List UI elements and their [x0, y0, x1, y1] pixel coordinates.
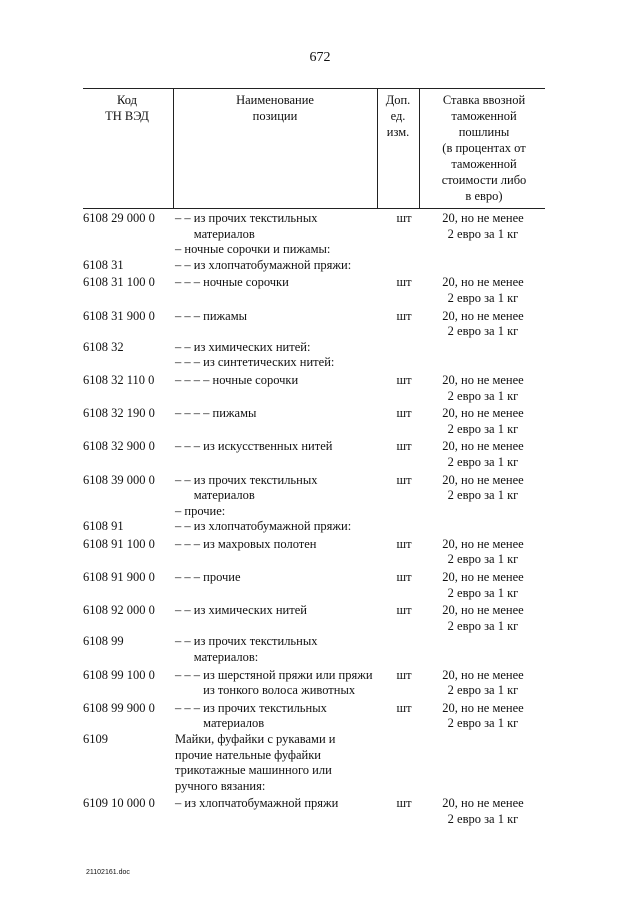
table-row: [83, 634, 545, 665]
row-code: 6108 91 900 0: [83, 570, 155, 585]
row-name-line: – – – прочие: [175, 570, 241, 585]
row-name: [173, 211, 387, 242]
row-name-line: прочие нательные фуфайки: [175, 747, 321, 762]
row-name: [173, 340, 387, 356]
row-name-line: – – из химических нитей: [175, 603, 307, 618]
row-rate: [421, 603, 545, 634]
row-rate-line: 2 евро за 1 кг: [447, 290, 519, 305]
row-rate: [421, 504, 545, 520]
row-name-line: материалов: [175, 226, 255, 241]
row-code: 6108 99 900 0: [83, 700, 155, 715]
row-name: [173, 258, 387, 274]
row-rate-line: 20, но не менее: [442, 536, 524, 551]
row-unit: шт: [396, 308, 412, 323]
page-number: 672: [309, 50, 331, 65]
tariff-table: [83, 88, 545, 828]
row-rate-line: 20, но не менее: [442, 372, 524, 387]
column-divider: [173, 89, 174, 208]
table-row: [83, 570, 545, 601]
row-name-line: – ночные сорочки и пижамы:: [175, 242, 331, 257]
row-name: [173, 242, 387, 258]
row-rate-line: 20, но не менее: [442, 700, 524, 715]
table-row: [83, 309, 545, 340]
row-name: [173, 504, 387, 520]
row-unit: шт: [396, 570, 412, 585]
row-rate: [421, 211, 545, 242]
row-name: [173, 796, 387, 827]
row-name: [173, 537, 387, 568]
row-name-line: – – – – пижамы: [175, 406, 257, 421]
row-rate: [421, 340, 545, 356]
row-name: [173, 439, 387, 470]
row-rate-line: 20, но не менее: [442, 570, 524, 585]
row-code: 6108 92 000 0: [83, 603, 155, 618]
row-rate-line: 2 евро за 1 кг: [447, 618, 519, 633]
row-rate: [421, 309, 545, 340]
row-rate: [421, 796, 545, 827]
row-code: 6108 99 100 0: [83, 667, 155, 682]
row-unit: [387, 519, 421, 535]
row-rate: [421, 473, 545, 504]
row-name: [173, 701, 387, 732]
row-code: 6108 99: [83, 634, 124, 649]
table-row: [83, 701, 545, 732]
row-rate-line: 2 евро за 1 кг: [447, 454, 519, 469]
row-name-line: трикотажные машинного или: [175, 763, 332, 778]
table-row: [83, 406, 545, 437]
row-name: [173, 732, 387, 794]
row-unit: шт: [396, 472, 412, 487]
table-row: [83, 668, 545, 699]
row-name-line: – – – из искусственных нитей: [175, 439, 333, 454]
row-name: [173, 603, 387, 634]
row-unit: [387, 242, 421, 258]
row-code: [83, 242, 173, 258]
row-code: 6108 31: [83, 257, 124, 272]
row-name-line: – – из хлопчатобумажной пряжи:: [175, 519, 352, 534]
row-code: 6108 31 100 0: [83, 275, 155, 290]
row-rate-line: 20, но не менее: [442, 406, 524, 421]
row-rate-line: 20, но не менее: [442, 667, 524, 682]
row-rate-line: 20, но не менее: [442, 603, 524, 618]
row-unit: шт: [396, 536, 412, 551]
row-name-line: Майки, фуфайки с рукавами и: [175, 732, 336, 746]
row-rate-line: 20, но не менее: [442, 439, 524, 454]
row-code: 6108 39 000 0: [83, 472, 155, 487]
column-divider: [419, 89, 420, 208]
table-row: [83, 340, 545, 356]
row-rate-line: 20, но не менее: [442, 275, 524, 290]
row-code: 6108 32 190 0: [83, 406, 155, 421]
row-code: 6109 10 000 0: [83, 796, 155, 811]
table-row: [83, 258, 545, 274]
row-rate: [421, 701, 545, 732]
row-rate: [421, 406, 545, 437]
row-unit: шт: [396, 603, 412, 618]
row-unit: шт: [396, 211, 412, 225]
row-name-line: – – из химических нитей:: [175, 339, 311, 354]
row-code: 6108 91 100 0: [83, 536, 155, 551]
row-rate: [421, 732, 545, 794]
row-name-line: – – из прочих текстильных: [175, 472, 318, 487]
row-rate-line: 2 евро за 1 кг: [447, 683, 519, 698]
row-name-line: – – из прочих текстильных: [175, 634, 318, 649]
row-name: [173, 519, 387, 535]
row-code: 6108 32: [83, 339, 124, 354]
row-rate-line: 2 евро за 1 кг: [447, 324, 519, 339]
row-code: 6109: [83, 732, 108, 746]
row-name-line: – – – из шерстяной пряжи или пряжи: [175, 667, 373, 682]
row-name-line: ручного вязания:: [175, 778, 266, 793]
row-name-line: – – – ночные сорочки: [175, 275, 289, 290]
row-unit: шт: [396, 796, 412, 811]
document-filename: 21102161.doc: [86, 869, 130, 876]
row-rate-line: 20, но не менее: [442, 308, 524, 323]
row-name-line: из тонкого волоса животных: [175, 683, 356, 698]
header-code: Код ТН ВЭД: [105, 93, 149, 123]
header-name: Наименование позиции: [236, 93, 314, 123]
header-rate: Ставка ввозной таможенной пошлины (в процентах от таможенной стоимости либо в евро): [441, 93, 527, 203]
table-row: [83, 519, 545, 535]
row-unit: шт: [396, 700, 412, 715]
row-rate: [421, 258, 545, 274]
row-name: [173, 275, 387, 306]
row-rate-line: 20, но не менее: [442, 472, 524, 487]
row-code: 6108 32 900 0: [83, 439, 155, 454]
row-code: 6108 29 000 0: [83, 211, 155, 225]
row-name-line: – – – из синтетических нитей:: [175, 355, 335, 370]
row-rate-line: 2 евро за 1 кг: [447, 226, 519, 241]
row-name-line: – – – – ночные сорочки: [175, 372, 299, 387]
row-unit: шт: [396, 406, 412, 421]
row-rate-line: 20, но не менее: [442, 211, 524, 225]
row-rate-line: 2 евро за 1 кг: [447, 585, 519, 600]
row-code: 6108 32 110 0: [83, 372, 155, 387]
table-row: [83, 732, 545, 794]
row-rate-line: 2 евро за 1 кг: [447, 421, 519, 436]
row-rate: [421, 439, 545, 470]
row-unit: [387, 504, 421, 520]
row-rate: [421, 355, 545, 371]
row-name-line: – – – пижамы: [175, 308, 247, 323]
row-name: [173, 373, 387, 404]
table-row: [83, 603, 545, 634]
table-row: [83, 275, 545, 306]
row-name: [173, 406, 387, 437]
row-rate-line: 2 евро за 1 кг: [447, 488, 519, 503]
table-body: [83, 211, 545, 828]
row-rate-line: 2 евро за 1 кг: [447, 811, 519, 826]
table-row: [83, 537, 545, 568]
row-name-line: – – из хлопчатобумажной пряжи:: [175, 257, 352, 272]
row-unit: шт: [396, 439, 412, 454]
row-name: [173, 570, 387, 601]
table-row: [83, 355, 545, 371]
row-rate: [421, 668, 545, 699]
row-unit: [387, 258, 421, 274]
table-row: [83, 439, 545, 470]
row-code: 6108 31 900 0: [83, 308, 155, 323]
column-divider: [377, 89, 378, 208]
row-rate: [421, 634, 545, 665]
row-rate: [421, 537, 545, 568]
row-name: [173, 634, 387, 665]
row-code: 6108 91: [83, 519, 124, 534]
row-name-line: – – из прочих текстильных: [175, 211, 318, 225]
row-name-line: материалов: [175, 716, 265, 731]
row-rate-line: 20, но не менее: [442, 796, 524, 811]
row-rate: [421, 242, 545, 258]
row-name-line: – – – из прочих текстильных: [175, 700, 327, 715]
table-row: [83, 211, 545, 242]
row-rate-line: 2 евро за 1 кг: [447, 552, 519, 567]
row-unit: шт: [396, 667, 412, 682]
row-unit: [387, 634, 421, 665]
row-rate-line: 2 евро за 1 кг: [447, 716, 519, 731]
row-code: [83, 355, 173, 371]
row-name-line: – – – из махровых полотен: [175, 536, 317, 551]
row-name: [173, 668, 387, 699]
row-name-line: материалов:: [175, 650, 259, 665]
row-name-line: – прочие:: [175, 503, 226, 518]
row-unit: [387, 355, 421, 371]
table-header: [83, 88, 545, 209]
row-unit: [387, 340, 421, 356]
row-unit: шт: [396, 372, 412, 387]
header-unit: Доп. ед. изм.: [385, 93, 411, 139]
row-unit: шт: [396, 275, 412, 290]
table-row: [83, 504, 545, 520]
table-row: [83, 796, 545, 827]
row-rate: [421, 570, 545, 601]
table-row: [83, 473, 545, 504]
row-unit: [387, 732, 421, 794]
row-rate-line: 2 евро за 1 кг: [447, 388, 519, 403]
row-name: [173, 355, 387, 371]
row-rate: [421, 373, 545, 404]
row-rate: [421, 519, 545, 535]
table-row: [83, 373, 545, 404]
table-row: [83, 242, 545, 258]
row-rate: [421, 275, 545, 306]
row-name: [173, 309, 387, 340]
row-name: [173, 473, 387, 504]
row-name-line: – из хлопчатобумажной пряжи: [175, 796, 339, 811]
row-code: [83, 504, 173, 520]
row-name-line: материалов: [175, 488, 255, 503]
